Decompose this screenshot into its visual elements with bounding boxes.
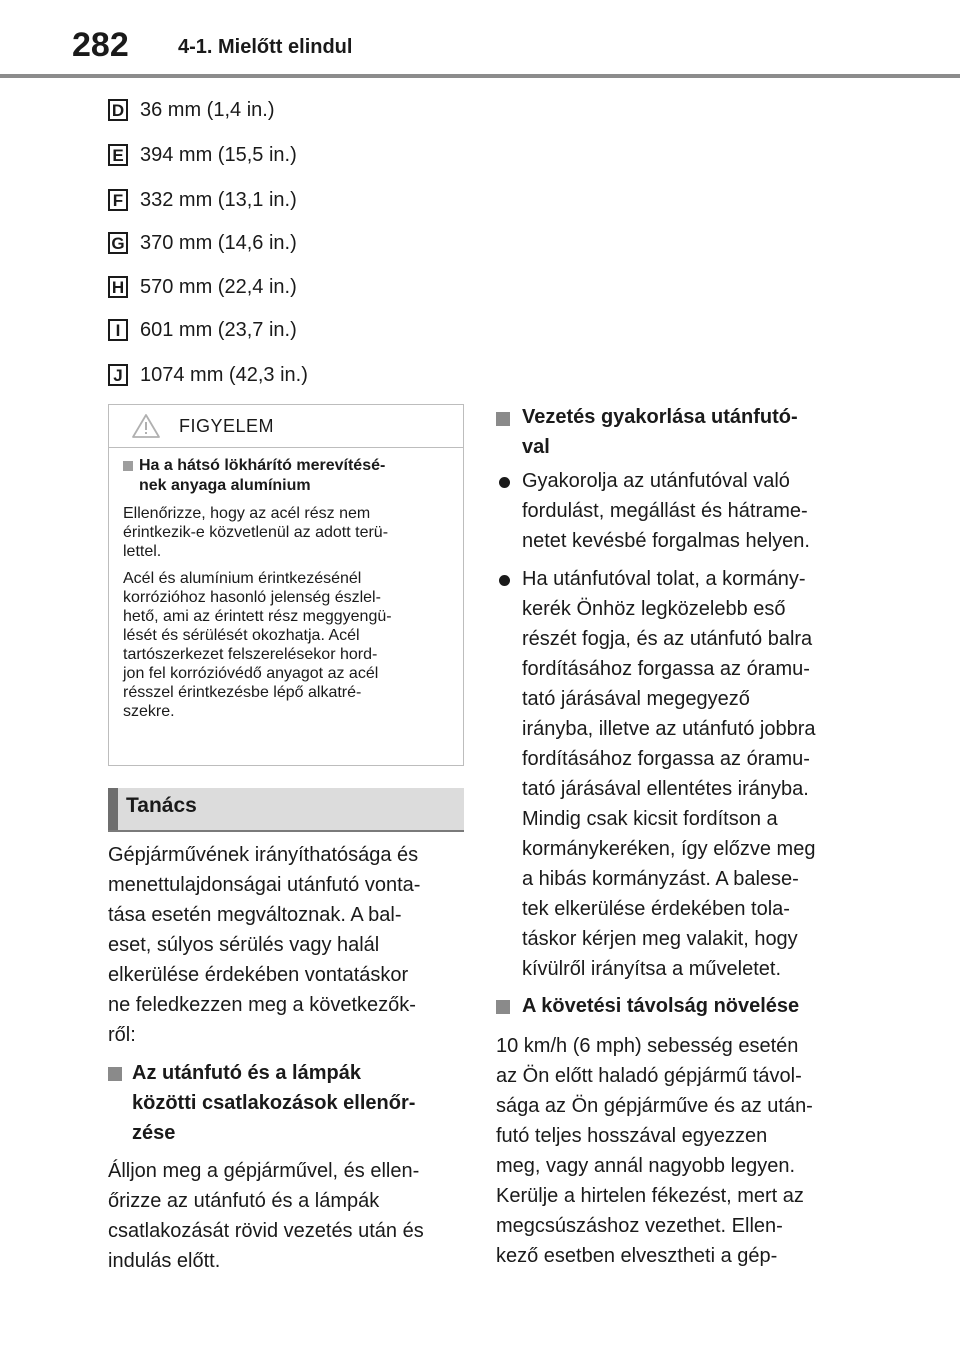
legend-item [108, 362, 308, 388]
warning-title: FIGYELEM [179, 416, 275, 436]
text-line: lettel. [123, 543, 162, 560]
section-heading [522, 402, 862, 462]
bullet-paragraph [522, 466, 862, 556]
tip-box [108, 788, 464, 832]
legend-item [108, 274, 297, 300]
legend-item [108, 142, 297, 168]
warning-subheading-line: Ha a hátsó lökhárító merevítésé- [139, 457, 386, 474]
legend-value: 370 mm (14,6 in.) [140, 231, 297, 254]
legend-value: 601 mm (23,7 in.) [140, 318, 297, 341]
text-line: Ha utánfutóval tolat, a kormány- [522, 568, 806, 590]
text-line: fordulást, megállást és hátrame- [522, 500, 808, 522]
bullet-dot-icon [499, 477, 510, 488]
text-line: lését és sérülését okozhatja. Acél [123, 627, 360, 644]
text-line: zése [132, 1122, 176, 1144]
text-line: Vezetés gyakorlása utánfutó- [522, 406, 798, 428]
section-heading [132, 1058, 462, 1148]
text-line: val [522, 436, 550, 458]
warning-box [108, 404, 464, 766]
text-line: a hibás kormányzást. A balese- [522, 868, 799, 890]
warning-triangle-icon [131, 413, 161, 444]
text-line: korrózióhoz hasonló jelenség észlel- [123, 589, 381, 606]
legend-letter: J [108, 364, 128, 386]
text-line: tartószerkezet felszerelésekor hord- [123, 646, 378, 663]
legend-letter: I [108, 319, 128, 341]
text-line: az Ön előtt haladó gépjármű távol- [496, 1065, 802, 1087]
text-line: megcsúszáshoz vezethet. Ellen- [496, 1215, 783, 1237]
text-line: Gyakorolja az utánfutóval való [522, 470, 790, 492]
page-header [0, 0, 960, 78]
text-line: tása esetén megváltoznak. A bal- [108, 904, 402, 926]
section-heading: A követési távolság növelése [522, 995, 800, 1017]
tip-accent-bar [108, 788, 118, 830]
text-line: menettulajdonságai utánfutó vonta- [108, 874, 421, 896]
text-line: fordításához forgassa az óramu- [522, 748, 810, 770]
warning-paragraph [123, 504, 451, 561]
bullet-paragraph [522, 564, 862, 984]
body-paragraph [108, 1156, 468, 1276]
tip-title: Tanács [126, 794, 197, 817]
text-line: Az utánfutó és a lámpák [132, 1062, 361, 1084]
text-line: eset, súlyos sérülés vagy halál [108, 934, 380, 956]
text-line: kerék Önhöz legközelebb eső [522, 598, 786, 620]
intro-paragraph [108, 840, 468, 1050]
text-line: tek elkerülése érdekében tola- [522, 898, 790, 920]
warning-header [109, 405, 463, 448]
text-line: táskor kérjen meg valakit, hogy [522, 928, 798, 950]
legend-item [108, 97, 274, 123]
text-line: ne feledkezzen meg a következők- [108, 994, 416, 1016]
text-line: fordításához forgassa az óramu- [522, 658, 810, 680]
text-line: 10 km/h (6 mph) sebesség esetén [496, 1035, 799, 1057]
warning-body [109, 448, 463, 721]
legend-value: 394 mm (15,5 in.) [140, 143, 297, 166]
text-line: jon fel korrózióvédő anyagot az acél [123, 665, 379, 682]
legend-letter: F [108, 189, 128, 211]
square-marker-icon [123, 461, 133, 471]
text-line: kező esetben elvesztheti a gép- [496, 1245, 778, 1267]
bullet-dot-icon [499, 575, 510, 586]
text-line: sága az Ön gépjárműve és az után- [496, 1095, 813, 1117]
legend-letter: E [108, 144, 128, 166]
text-line: résszel érintkezésbe lépő alkatré- [123, 684, 362, 701]
text-line: hető, ami az érintett rész meggyengü- [123, 608, 392, 625]
text-line: Acél és alumínium érintkezésénél [123, 570, 362, 587]
text-line: Álljon meg a gépjárművel, és ellen- [108, 1160, 420, 1182]
text-line: netet kevésbé forgalmas helyen. [522, 530, 810, 552]
text-line: ről: [108, 1024, 136, 1046]
warning-subheading [123, 456, 451, 496]
legend-letter: D [108, 99, 128, 121]
section-title: 4-1. Mielőtt elindul [178, 36, 353, 58]
text-line: meg, vagy annál nagyobb legyen. [496, 1155, 796, 1177]
header-rule [0, 74, 960, 78]
text-line: indulás előtt. [108, 1250, 221, 1272]
legend-item [108, 187, 297, 213]
legend-value: 36 mm (1,4 in.) [140, 98, 275, 121]
text-line: szekre. [123, 703, 175, 720]
square-marker-icon [108, 1067, 122, 1081]
legend-letter: G [108, 232, 128, 254]
text-line: közötti csatlakozások ellenőr- [132, 1092, 416, 1114]
text-line: irányba, illetve az utánfutó jobbra [522, 718, 816, 740]
text-line: Kerülje a hirtelen fékezést, mert az [496, 1185, 804, 1207]
text-line: Mindig csak kicsit fordítson a [522, 808, 778, 830]
legend-value: 570 mm (22,4 in.) [140, 275, 297, 298]
text-line: Gépjárművének irányíthatósága és [108, 844, 419, 866]
text-line: őrizze az utánfutó és a lámpák [108, 1190, 380, 1212]
text-line: kívülről irányítsa a műveletet. [522, 958, 781, 980]
warning-subheading-line: nek anyaga alumínium [139, 477, 311, 494]
text-line: részét fogja, és az utánfutó balra [522, 628, 813, 650]
legend-item [108, 230, 297, 256]
body-paragraph [496, 1031, 866, 1271]
legend-value: 1074 mm (42,3 in.) [140, 363, 308, 386]
legend-value: 332 mm (13,1 in.) [140, 188, 297, 211]
legend-item [108, 317, 297, 343]
square-marker-icon [496, 412, 510, 426]
text-line: futó teljes hosszával egyezzen [496, 1125, 768, 1147]
text-line: érintkezik-e közvetlenül az adott terü- [123, 524, 389, 541]
page-number: 282 [72, 26, 129, 64]
text-line: elkerülése érdekében vontatáskor [108, 964, 409, 986]
text-line: kormánykeréken, így előzve meg [522, 838, 816, 860]
text-line: tató járásával ellentétes irányba. [522, 778, 809, 800]
text-line: csatlakozását rövid vezetés után és [108, 1220, 424, 1242]
text-line: tató járásával megegyező [522, 688, 750, 710]
legend-letter: H [108, 276, 128, 298]
warning-paragraph [123, 569, 451, 721]
text-line: Ellenőrizze, hogy az acél rész nem [123, 505, 371, 522]
square-marker-icon [496, 1000, 510, 1014]
